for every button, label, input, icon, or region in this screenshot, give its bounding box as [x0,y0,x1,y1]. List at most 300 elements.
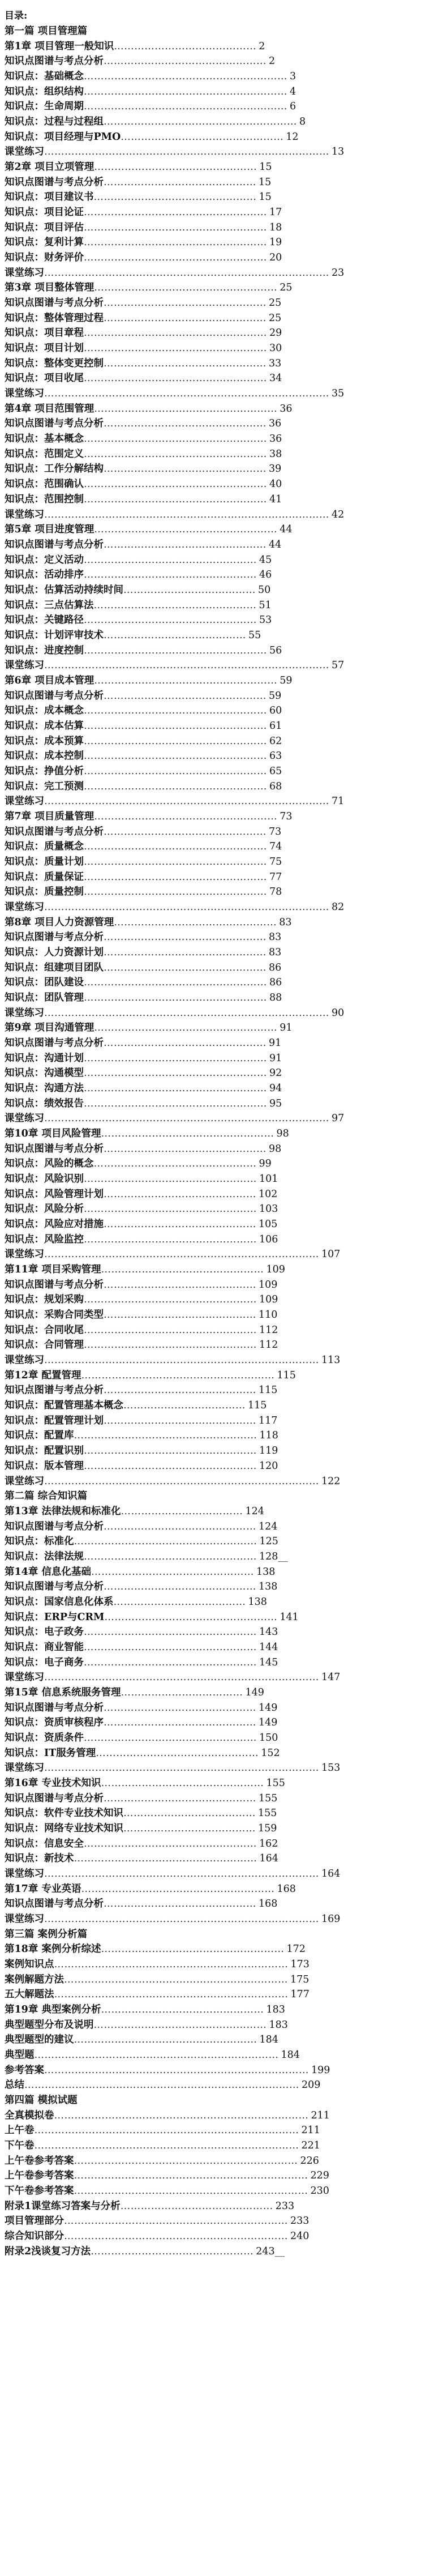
toc-entry[interactable] [5,2018,447,2033]
toc-entry-page-number: 152 [261,1747,280,1759]
toc-entry[interactable] [5,220,447,236]
toc-entry-page-number: 141 [280,1611,299,1623]
toc-entry-label: 典型题型的建议 [5,2034,74,2046]
toc-entry[interactable] [5,280,447,296]
toc-entry-leader-dots: ……………………………………… [104,1520,256,1532]
toc-entry-page-number: 209 [302,2079,321,2091]
toc-entry[interactable] [5,1383,447,1398]
toc-entry-label: 第10章 项目风险管理 [5,1128,101,1140]
toc-entry[interactable] [5,2032,447,2048]
toc-entry-leader-dots: …………………………………………… [84,1339,257,1351]
toc-entry[interactable] [5,1459,447,1474]
toc-entry-leader-dots: ……………………………………………… [94,403,278,415]
toc-entry[interactable] [5,689,447,704]
toc-entry[interactable] [5,1006,447,1021]
toc-entry[interactable] [5,839,447,855]
toc-entry-label: 知识点：配置识别 [5,1445,84,1457]
toc-entry[interactable] [5,1353,447,1368]
toc-entry-leader-dots: ……………………………………………… [84,992,267,1003]
toc-entry-page-number: 240 [290,2231,310,2242]
toc-entry[interactable] [5,1323,447,1338]
toc-entry-leader-dots: ………………………………………………………… [64,2231,288,2242]
toc-entry[interactable] [5,1595,447,1610]
toc-entry[interactable] [5,1126,447,1142]
toc-entry-leader-dots: ……………………………………………… [84,705,267,717]
toc-entry[interactable] [5,1791,447,1806]
toc-entry-label: 知识点：财务评价 [5,252,84,264]
toc-entry[interactable] [5,1625,447,1640]
toc-entry-leader-dots: …………………………………………… [84,1641,257,1653]
toc-entry-label: 知识点：过程与过程组 [5,116,104,128]
toc-entry[interactable] [5,99,447,114]
toc-entry[interactable] [5,2199,447,2214]
toc-entry[interactable] [5,1987,447,2002]
toc-entry-label: 课堂练习 [5,1913,44,1925]
toc-entry[interactable] [5,1655,447,1671]
toc-entry-label: 知识点：项目建议书 [5,191,94,203]
toc-entry[interactable] [5,1413,447,1429]
toc-entry-label: 知识点：基础概念 [5,71,84,83]
toc-entry-leader-dots: ……………………………………………… [84,886,267,898]
toc-entry-leader-dots: ……………………………………………… [84,765,267,777]
toc-entry-label: 知识点：风险监控 [5,1233,84,1245]
toc-entry-label: 知识点：风险应对措施 [5,1219,104,1231]
toc-entry[interactable] [5,1851,447,1866]
toc-entry[interactable] [5,749,447,764]
toc-entry[interactable] [5,1670,447,1685]
toc-entry-page-number: 97 [332,1113,345,1125]
toc-entry[interactable] [5,1701,447,1716]
toc-entry[interactable] [5,1715,447,1731]
toc-entry-label: 上午卷参考答案 [5,2155,74,2167]
toc-entry[interactable] [5,2093,447,2108]
toc-entry-label: 知识点：关键路径 [5,614,84,626]
toc-entry[interactable] [5,598,447,613]
toc-entry-label: 知识点：版本管理 [5,1460,84,1472]
toc-entry[interactable] [5,1308,447,1323]
toc-entry[interactable] [5,1534,447,1549]
toc-entry-label: 知识点：采购合同类型 [5,1309,104,1321]
toc-entry[interactable] [5,2078,447,2093]
toc-entry-page-number: 109 [266,1264,285,1276]
toc-entry-leader-dots: ………………………………………… [94,161,257,173]
toc-entry-label: 第2章 项目立项管理 [5,161,94,173]
toc-entry[interactable] [5,1474,447,1489]
toc-entry[interactable] [5,658,447,673]
toc-entry-page-number: 12 [286,131,299,143]
toc-entry[interactable] [5,2184,447,2199]
toc-entry-label: 第7章 项目质量管理 [5,810,94,822]
toc-entry-page-number: 229 [310,2170,329,2182]
toc-entry[interactable] [5,1942,447,1957]
toc-entry[interactable] [5,2168,447,2184]
toc-entry[interactable] [5,1096,447,1112]
toc-entry[interactable] [5,930,447,945]
toc-entry[interactable] [5,1217,447,1232]
toc-entry[interactable] [5,250,447,266]
toc-entry[interactable] [5,175,447,190]
toc-entry-leader-dots: …………………………………………… [84,1626,257,1638]
toc-entry-page-number: 55 [248,629,261,641]
toc-entry-leader-dots: ………………………………………… [93,599,257,611]
toc-entry-label: 第11章 项目采购管理 [5,1264,101,1276]
toc-entry-page-number: 75 [269,856,282,868]
toc-entry-leader-dots: ……………………………………………… [84,644,267,656]
toc-entry[interactable] [5,2229,447,2244]
toc-entry-leader-dots: ……………………………………………… [94,674,278,686]
toc-entry[interactable] [5,356,447,371]
toc-entry[interactable] [5,960,447,976]
toc-entry-page-number: 65 [269,765,282,777]
toc-entry-page-number: 175 [290,1973,310,1985]
toc-entry-leader-dots: ………………………………………… [104,932,267,943]
toc-entry-leader-dots: ……………………………………………… [94,1022,278,1034]
toc-entry[interactable] [5,915,447,930]
toc-entry[interactable] [5,809,447,825]
toc-entry-leader-dots: ………………………………………………………………………… [44,1113,329,1125]
toc-entry[interactable] [5,990,447,1006]
toc-entry-page-number: 124 [259,1520,278,1532]
toc-entry-page-number: 94 [269,1083,282,1095]
toc-entry[interactable] [5,1912,447,1927]
toc-entry-leader-dots: ………………………………………… [104,539,267,550]
toc-entry-page-number: 128__ [259,1550,288,1562]
toc-entry-leader-dots: ………………………………………………………………………… [44,146,329,158]
toc-entry-leader-dots: ………………………………… [123,584,256,596]
toc-entry-page-number: 83 [269,946,282,958]
toc-entry[interactable] [5,1278,447,1293]
toc-entry[interactable] [5,1443,447,1459]
toc-entry-page-number: 159 [258,1822,277,1834]
toc-entry-page-number: 109 [259,1294,278,1306]
toc-entry[interactable] [5,2244,447,2259]
toc-entry[interactable] [5,432,447,447]
toc-entry-label: 第12章 配置管理 [5,1369,81,1381]
toc-entry[interactable] [5,1232,447,1248]
toc-entry[interactable] [5,160,447,175]
toc-entry-page-number: 36 [280,403,293,415]
toc-entry[interactable] [5,1187,447,1202]
toc-entry-label: 下午卷参考答案 [5,2185,74,2197]
toc-entry[interactable] [5,1746,447,1761]
toc-entry[interactable] [5,114,447,130]
toc-entry-page-number: 34 [269,373,282,385]
toc-entry-page-number: 144 [259,1641,278,1653]
toc-entry[interactable] [5,643,447,659]
toc-entry-leader-dots: ………………………………………… [101,1777,264,1789]
toc-entry-page-number: 8 [299,116,306,128]
toc-entry[interactable] [5,1020,447,1036]
toc-entry-leader-dots: ………………………………………… [104,826,267,838]
toc-entry-page-number: 143 [259,1626,278,1638]
toc-entry-label: 知识点：范围确认 [5,479,84,490]
toc-entry-leader-dots: ………………………………………………………… [64,1973,288,1985]
toc-entry[interactable] [5,2154,447,2169]
toc-entry-leader-dots: ………………………………………………………………………… [44,796,329,808]
toc-entry[interactable] [5,205,447,220]
toc-entry[interactable] [5,1247,447,1262]
toc-entry[interactable] [5,266,447,281]
toc-entry-leader-dots: ……………………………………………… [101,1943,285,1955]
toc-entry-leader-dots: ……………………………………………… [84,750,267,762]
toc-entry-label: 知识点图谱与考点分析 [5,932,104,943]
toc-entry[interactable] [5,69,447,84]
toc-entry[interactable] [5,24,447,39]
toc-entry[interactable] [5,1489,447,1504]
toc-entry-label: 课堂练习 [5,509,44,520]
toc-entry[interactable] [5,855,447,870]
toc-entry[interactable] [5,1111,447,1126]
toc-entry[interactable] [5,825,447,840]
toc-entry-page-number: 124 [245,1505,264,1517]
toc-entry-leader-dots: ……………………………………………… [84,1067,267,1079]
toc-entry[interactable] [5,1957,447,1972]
toc-entry-leader-dots: …………………………………………………………… [54,1989,289,2001]
toc-entry-leader-dots: ……………………………………………… [84,343,267,354]
toc-entry-label: 五大解题法 [5,1989,54,2001]
toc-entry-page-number: 106 [259,1233,278,1245]
toc-entry[interactable] [5,1292,447,1308]
toc-entry-label: 课堂练习 [5,1475,44,1487]
toc-entry[interactable] [5,1051,447,1066]
toc-entry-page-number: 56 [269,644,282,656]
toc-entry[interactable] [5,492,447,507]
toc-entry-label: 知识点：电子商务 [5,1656,84,1668]
toc-entry[interactable] [5,567,447,583]
toc-entry[interactable] [5,734,447,749]
toc-entry-leader-dots: …………………………………………………… [84,71,287,83]
toc-entry[interactable] [5,1066,447,1081]
toc-entry-leader-dots: ……………………………………… [104,1219,256,1231]
toc-entry-leader-dots: ……………………………………… [104,176,256,188]
toc-entry[interactable] [5,462,447,477]
toc-entry[interactable] [5,54,447,69]
toc-entry-page-number: 44 [269,539,282,550]
toc-entry[interactable] [5,39,447,54]
toc-entry[interactable] [5,235,447,250]
toc-entry[interactable] [5,416,447,432]
toc-entry-label: 知识点：项目评估 [5,221,84,233]
toc-entry-leader-dots: ……………………………………………… [84,327,267,339]
toc-entry-page-number: 105 [259,1219,278,1231]
toc-entry-page-number: 25 [269,312,282,324]
toc-entry-label: 知识点：新技术 [5,1853,74,1865]
toc-entry-page-number: 25 [280,282,293,294]
toc-entry-leader-dots: ………………………………………………… [81,1369,275,1381]
toc-entry-label: 知识点：成本控制 [5,750,84,762]
toc-entry[interactable] [5,144,447,160]
toc-entry-leader-dots: ………………………………………………… [81,1883,275,1895]
toc-entry[interactable] [5,2108,447,2124]
toc-entry-label: 第18章 案例分析综述 [5,1943,101,1955]
toc-entry[interactable] [5,1866,447,1882]
toc-entry[interactable] [5,1504,447,1519]
toc-lines [5,24,447,2259]
toc-entry-page-number: 36 [269,433,282,445]
toc-entry[interactable] [5,401,447,417]
toc-entry-leader-dots: ………………………………………………………………………… [44,901,329,913]
toc-entry[interactable] [5,1156,447,1172]
toc-entry-page-number: 83 [269,932,282,943]
toc-entry[interactable] [5,1036,447,1051]
toc-entry[interactable] [5,2048,447,2063]
toc-entry[interactable] [5,1896,447,1912]
toc-entry-label: 知识点图谱与考点分析 [5,1279,104,1291]
toc-entry[interactable] [5,1927,447,1942]
toc-entry-label: 知识点：资质审核程序 [5,1717,104,1729]
toc-entry[interactable] [5,2123,447,2138]
toc-entry[interactable] [5,341,447,356]
toc-entry-leader-dots: ……………………………………… [104,1898,256,1910]
toc-entry-leader-dots: ……………………………………… [104,1188,256,1200]
toc-entry[interactable] [5,1549,447,1565]
toc-entry-leader-dots: ……………………………………………… [84,448,267,460]
toc-entry-label: 第8章 项目人力资源管理 [5,916,114,928]
toc-entry[interactable] [5,870,447,885]
toc-entry[interactable] [5,2002,447,2018]
toc-entry-label: 第17章 专业英语 [5,1883,81,1895]
toc-entry[interactable] [5,1519,447,1535]
toc-entry-page-number: 226 [300,2155,319,2167]
toc-entry-leader-dots: …………………………………………… [84,554,257,566]
toc-entry-page-number: 149 [259,1702,278,1714]
toc-entry-leader-dots: ………………………………………… [104,946,267,958]
toc-entry-page-number: 86 [269,962,282,973]
toc-entry[interactable] [5,900,447,915]
toc-entry[interactable] [5,522,447,537]
toc-entry[interactable] [5,1806,447,1821]
toc-entry-leader-dots: ………………………………………… [91,1566,254,1578]
toc-entry-page-number: 18 [269,221,282,233]
toc-entry[interactable] [5,1821,447,1836]
toc-entry[interactable] [5,296,447,311]
toc-entry-label: 课堂练习 [5,1762,44,1774]
toc-entry[interactable] [5,1972,447,1988]
toc-entry[interactable] [5,507,447,523]
toc-entry[interactable] [5,1761,447,1776]
toc-entry[interactable] [5,190,447,205]
toc-entry-label: 知识点：整体管理过程 [5,312,104,324]
toc-entry[interactable] [5,130,447,145]
toc-entry[interactable] [5,583,447,598]
toc-entry[interactable] [5,945,447,960]
toc-entry[interactable] [5,553,447,568]
toc-entry-page-number: 23 [332,267,345,279]
toc-entry-label: 知识点：成本估算 [5,720,84,732]
toc-entry[interactable] [5,885,447,900]
toc-entry-label: 知识点：挣值分析 [5,765,84,777]
toc-entry[interactable] [5,1685,447,1701]
toc-entry[interactable] [5,779,447,794]
toc-entry-page-number: 92 [269,1067,282,1079]
toc-entry[interactable] [5,477,447,492]
toc-entry[interactable] [5,537,447,553]
toc-entry[interactable] [5,326,447,341]
toc-entry[interactable] [5,628,447,643]
toc-entry-label: 知识点：风险识别 [5,1173,84,1185]
toc-entry[interactable] [5,2138,447,2154]
toc-entry-page-number: 59 [269,690,282,702]
toc-entry-label: 知识点：团队管理 [5,992,84,1003]
toc-entry-page-number: 39 [269,463,282,475]
toc-entry-page-number: 53 [259,614,272,626]
toc-entry[interactable] [5,1882,447,1897]
toc-entry-page-number: 162 [259,1838,278,1849]
toc-entry-label: 知识点：估算活动持续时间 [5,584,123,596]
toc-entry[interactable] [5,1640,447,1655]
toc-entry[interactable] [5,1610,447,1625]
toc-entry-leader-dots: ………………………………………… [93,1158,257,1170]
toc-entry-label: 知识点：三点估算法 [5,599,94,611]
toc-entry[interactable] [5,613,447,628]
toc-entry-page-number: 122 [321,1475,341,1487]
toc-entry-leader-dots: ………………………………………………………………………… [44,267,329,279]
toc-entry[interactable] [5,311,447,326]
toc-entry-page-number: 13 [332,146,345,158]
toc-entry[interactable] [5,764,447,779]
toc-entry-label: 附录1课堂练习答案与分析 [5,2200,121,2212]
toc-entry-leader-dots: …………………………………………… [84,1445,257,1457]
toc-entry-label: 知识点：沟通计划 [5,1052,84,1064]
toc-entry-leader-dots: ……………………………… [121,1505,243,1517]
toc-entry-page-number: 91 [269,1037,282,1049]
toc-entry[interactable] [5,447,447,462]
toc-entry-leader-dots: …………………………………………… [84,1173,257,1185]
toc-entry[interactable] [5,2214,447,2229]
toc-entry[interactable] [5,1776,447,1791]
toc-entry[interactable] [5,371,447,386]
toc-entry[interactable] [5,794,447,809]
toc-entry-label: 知识点图谱与考点分析 [5,176,104,188]
toc-entry-label: 知识点：完工预测 [5,780,84,792]
toc-entry[interactable] [5,1262,447,1278]
toc-entry[interactable] [5,1081,447,1096]
toc-entry[interactable] [5,719,447,734]
toc-entry[interactable] [5,84,447,100]
toc-entry[interactable] [5,1565,447,1580]
toc-entry-label: 知识点：风险分析 [5,1203,84,1215]
toc-entry[interactable] [5,1142,447,1157]
toc-entry[interactable] [5,1579,447,1595]
toc-entry-page-number: 155 [266,1777,285,1789]
toc-entry-label: 知识点图谱与考点分析 [5,1520,104,1532]
toc-entry[interactable] [5,1338,447,1353]
toc-entry[interactable] [5,1202,447,1217]
toc-entry[interactable] [5,1368,447,1383]
toc-entry-label: 知识点：成本预算 [5,735,84,747]
toc-entry[interactable] [5,975,447,990]
toc-entry[interactable] [5,1428,447,1443]
toc-entry-page-number: 243__ [256,2245,285,2257]
toc-entry[interactable] [5,1731,447,1746]
toc-entry-label: 课堂练习 [5,1249,44,1261]
toc-entry-leader-dots: …………………………………………… [84,1550,257,1562]
toc-entry-page-number: 42 [332,509,345,520]
toc-entry[interactable] [5,703,447,719]
toc-entry[interactable] [5,1836,447,1852]
toc-entry-leader-dots: ………………………………………… [104,690,267,702]
toc-entry-label: 知识点：整体变更控制 [5,357,104,369]
toc-entry-page-number: 46 [259,569,272,581]
toc-entry[interactable] [5,1398,447,1413]
toc-entry[interactable] [5,2063,447,2078]
toc-entry[interactable] [5,673,447,689]
toc-entry-leader-dots: …………………………………………… [84,1203,257,1215]
toc-entry[interactable] [5,386,447,401]
toc-entry-page-number: 177 [290,1989,310,2001]
toc-entry[interactable] [5,1172,447,1187]
toc-entry-page-number: 51 [259,599,272,611]
